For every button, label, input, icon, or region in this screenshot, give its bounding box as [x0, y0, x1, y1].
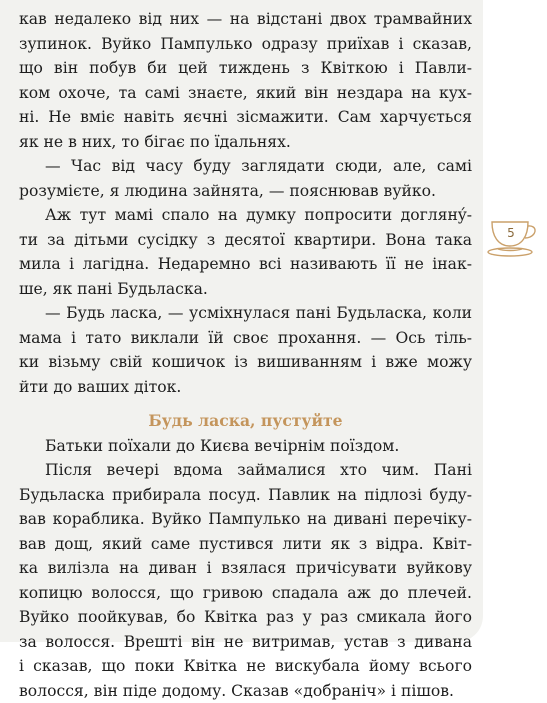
text-line: Після вечері вдома займалися хто чим. Пані [19, 458, 472, 483]
text-line: вав кораблика. Вуйко Пампулько на дивані перечіку- [19, 507, 472, 532]
text-line: як не в них, то бігає по їдальнях. [19, 130, 472, 155]
text-line: мила і лагідна. Недаремно всі називають її не інак- [19, 252, 472, 277]
paragraph [19, 434, 472, 459]
text-line: Вуйко поойкував, бо Квітка раз у раз смикала його [19, 605, 472, 630]
text-line: ти за дітьми сусідку з десятої квартири. Вона така [19, 228, 472, 253]
text-line: ні. Не вміє навіть яєчні зісмажити. Сам харчується [19, 105, 472, 130]
text-line: волосся, він піде додому. Сказав «добраніч» і пішов. [19, 679, 472, 703]
paragraph [19, 458, 472, 703]
text-line: мама і тато виклали їй своє прохання. — Ось тіль- [19, 326, 472, 351]
text-line: Будьласка прибирала посуд. Павлик на підлозі буду- [19, 483, 472, 508]
text-line: що він побув би цей тиждень з Квіткою і Павли- [19, 56, 472, 81]
section-heading: Будь ласка, пустуйте [19, 409, 472, 434]
paragraph [19, 301, 472, 399]
text-line: за волосся. Врешті він не витримав, устав з дивана [19, 630, 472, 655]
paragraph [19, 203, 472, 301]
text-line: ше, як пані Будьласка. [19, 277, 472, 302]
text-line: вав дощ, який саме пустився лити як з відра. Квіт- [19, 532, 472, 557]
text-line: — Будь ласка, — усміхнулася пані Будьласка, коли [19, 301, 472, 326]
text-line: ком охоче, та самі знаєте, який він нездара на кух- [19, 81, 472, 106]
text-line: зупинок. Вуйко Пампулько одразу приїхав і сказав, [19, 32, 472, 57]
page-number: 5 [486, 226, 536, 240]
text-line: — Час від часу буду заглядати сюди, але, самі [19, 154, 472, 179]
paragraph [19, 154, 472, 203]
page-number-badge [486, 212, 540, 262]
text-line: йти до ваших діток. [19, 375, 472, 400]
text-line: Батьки поїхали до Києва вечірнім поїздом. [19, 434, 472, 459]
text-line: копицю волосся, що гривою спадала аж до плечей. [19, 581, 472, 606]
page-text [19, 7, 472, 703]
text-line: розумієте, я людина зайнята, — пояснював вуйко. [19, 179, 472, 204]
paragraph [19, 7, 472, 154]
text-line: ка вилізла на диван і взялася причісувати вуйкову [19, 556, 472, 581]
text-line: Аж тут мамі спало на думку попросити доглянý- [19, 203, 472, 228]
text-line: ки візьму свій кошичок із вишиванням і вже можу [19, 350, 472, 375]
text-line: і сказав, що поки Квітка не вискубала йому всього [19, 654, 472, 679]
text-line: кав недалеко від них — на відстані двох трамвайних [19, 7, 472, 32]
